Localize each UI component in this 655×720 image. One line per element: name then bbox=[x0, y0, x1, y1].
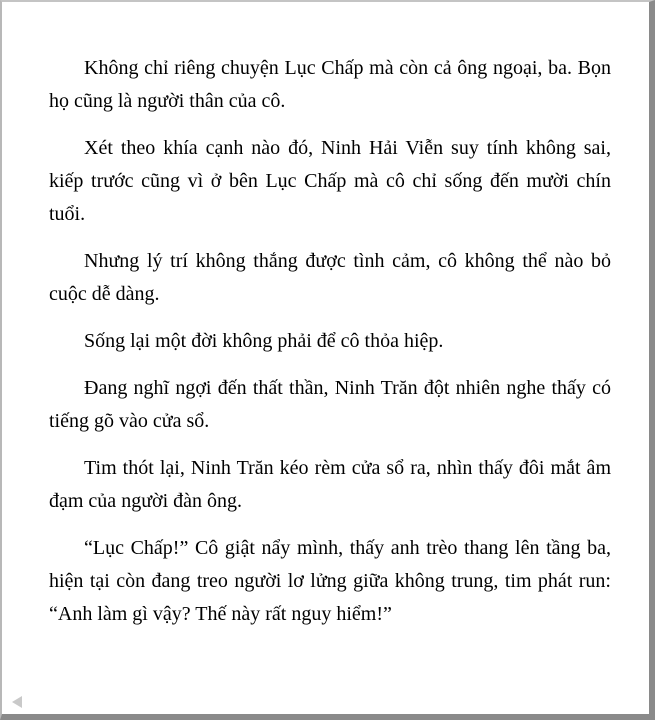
paragraph-6: Tim thót lại, Ninh Trăn kéo rèm cửa sổ ra, nhìn thấy đôi mắt âm đạm của người đàn ông. bbox=[49, 457, 611, 512]
paragraph-7: “Lục Chấp!” Cô giật nẩy mình, thấy anh trèo thang lên tầng ba, hiện tại còn đang treo người lơ lửng giữa không trung, tim phát run: “Anh làm gì vậy? Thế này rất nguy hiểm!” bbox=[49, 537, 611, 625]
paragraph-5: Đang nghĩ ngợi đến thất thần, Ninh Trăn đột nhiên nghe thấy có tiếng gõ vào cửa sổ. bbox=[49, 377, 611, 432]
paragraph-2: Xét theo khía cạnh nào đó, Ninh Hải Viễn suy tính không sai, kiếp trước cũng vì ở bên Lục Chấp mà cô chỉ sống đến mười chín tuổi. bbox=[49, 137, 611, 225]
paragraph-3: Nhưng lý trí không thắng được tình cảm, cô không thể nào bỏ cuộc dễ dàng. bbox=[49, 250, 611, 305]
prev-page-arrow-icon[interactable] bbox=[12, 696, 22, 708]
paragraph-1: Không chỉ riêng chuyện Lục Chấp mà còn cả ông ngoại, ba. Bọn họ cũng là người thân của cô. bbox=[49, 57, 611, 112]
document-page bbox=[49, 52, 611, 645]
paragraph-4: Sống lại một đời không phải để cô thỏa hiệp. bbox=[84, 330, 444, 352]
